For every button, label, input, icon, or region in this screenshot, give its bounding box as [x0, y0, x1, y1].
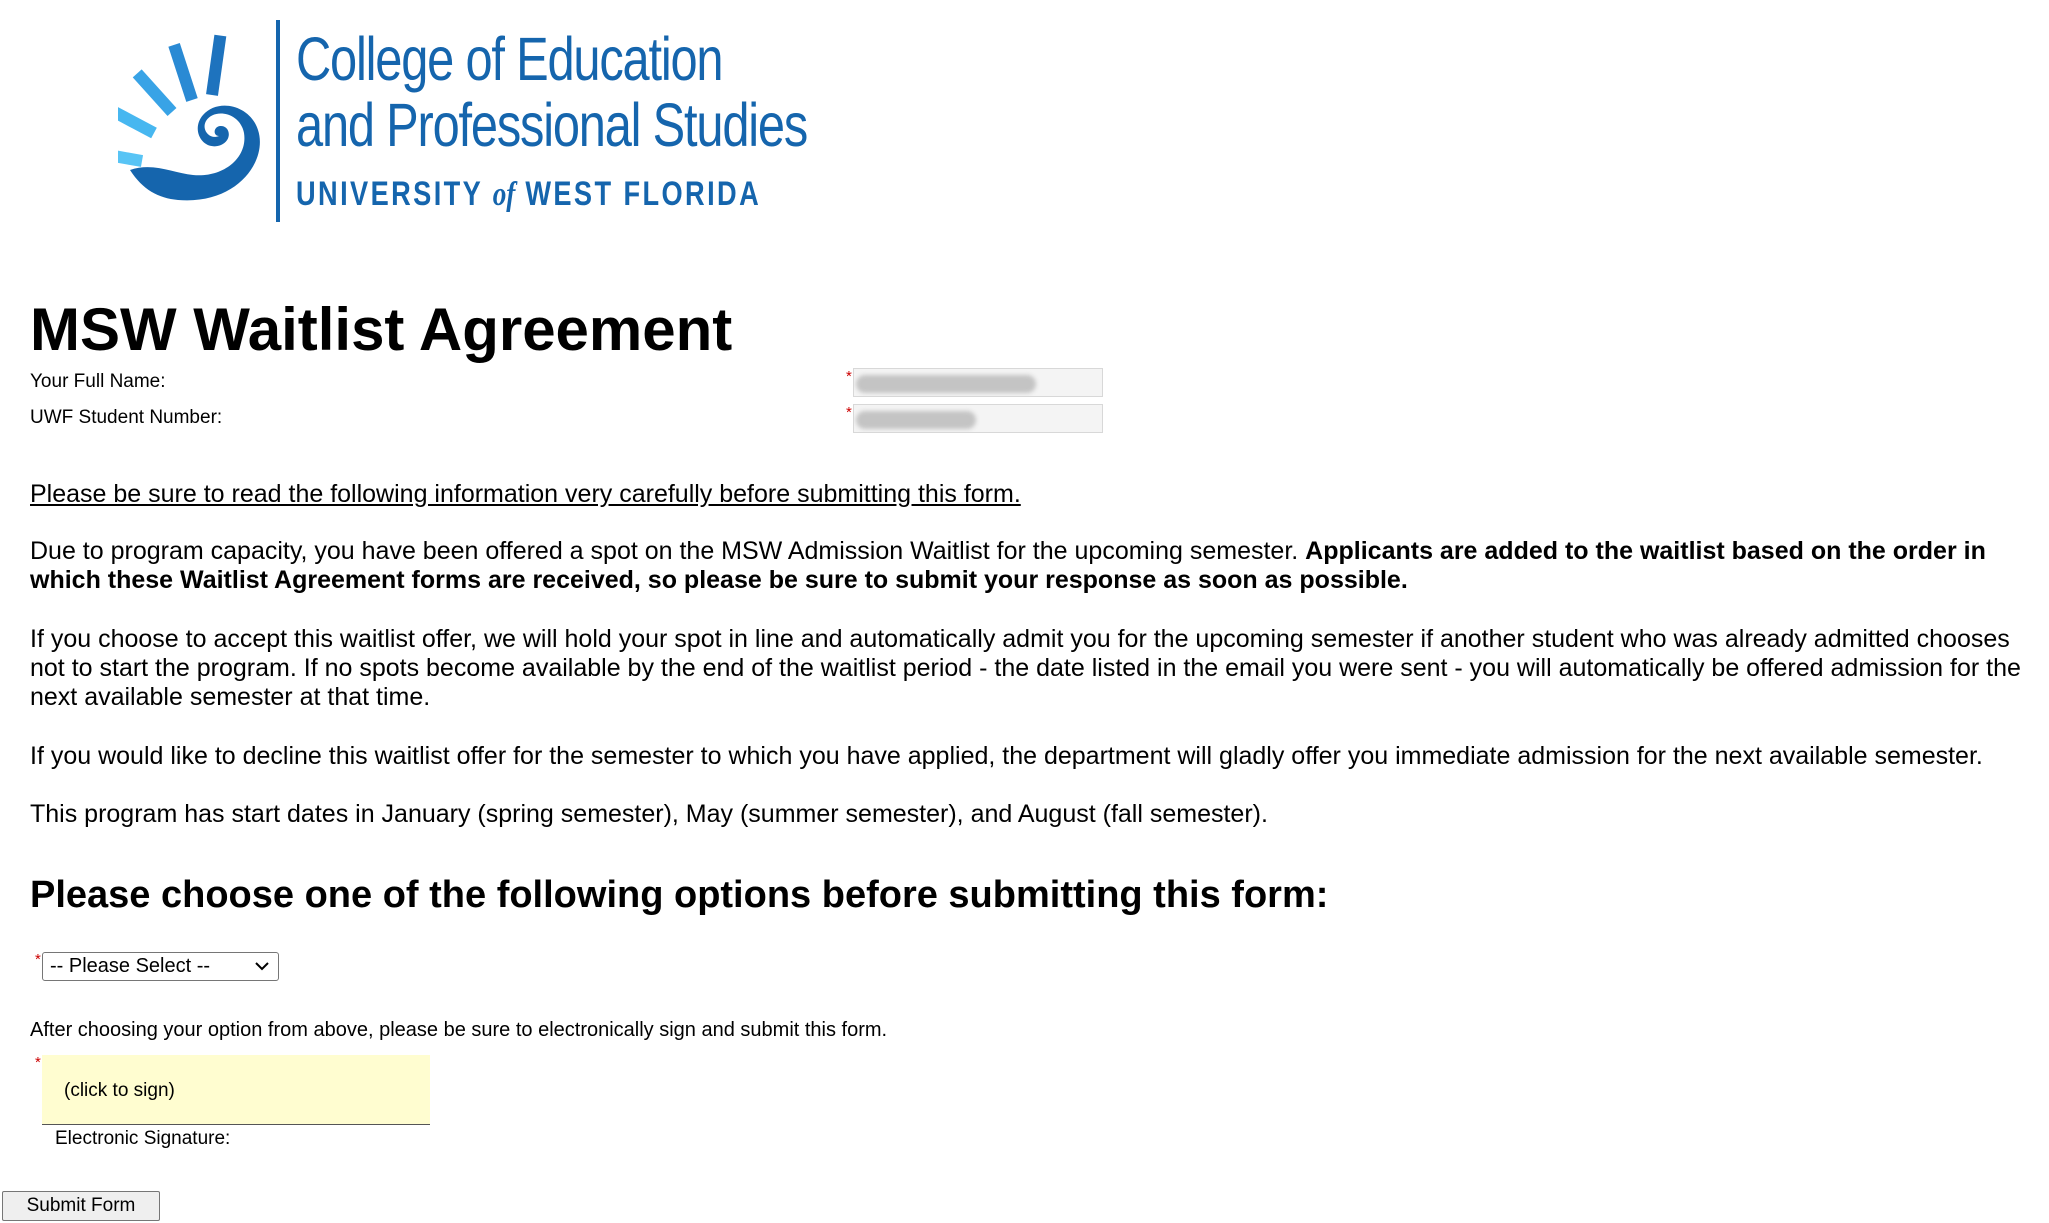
accept-paragraph: If you choose to accept this waitlist offer, we will hold your spot in line and automatically admit you for the upcoming semester if another student who was already admitted chooses not to start the program. If no spots become available by the end of the waitlist period - the date listed in the email you were sent - you will automatically be offered admission for the next available semester at that time.: [30, 625, 2021, 711]
capacity-bold-text: Applicants are added to the waitlist based on the order in which these Waitlist Agreement forms are received, so please be sure to submit your response as soon as possible.: [30, 537, 1986, 594]
logo-line2: and Professional Studies: [296, 91, 808, 159]
signature-box[interactable]: [42, 1055, 430, 1125]
capacity-text: Due to program capacity, you have been offered a spot on the MSW Admission Waitlist for the upcoming semester.: [30, 537, 1306, 565]
logo-divider: [276, 20, 280, 222]
full-name-input[interactable]: [853, 368, 1103, 397]
decline-paragraph: If you would like to decline this waitlist offer for the semester to which you have applied, the department will gladly offer you immediate admission for the next available semester.: [30, 742, 1983, 770]
submit-form-button[interactable]: Submit Form: [2, 1191, 160, 1221]
option-select-value: -- Please Select --: [50, 955, 211, 977]
page-title: MSW Waitlist Agreement: [30, 296, 733, 363]
nautilus-logo-icon: [118, 30, 268, 220]
college-logo: [118, 20, 808, 225]
logo-line3: [296, 175, 761, 214]
student-number-label: UWF Student Number:: [30, 407, 223, 428]
read-carefully-notice: Please be sure to read the following information very carefully before submitting this form.: [30, 480, 1021, 508]
capacity-paragraph: [30, 537, 2040, 595]
student-number-input[interactable]: [853, 404, 1103, 433]
logo-line3-of: of: [492, 176, 516, 213]
signature-label: Electronic Signature:: [55, 1128, 231, 1149]
logo-line3-b: WEST FLORIDA: [515, 175, 762, 213]
after-choosing-text: After choosing your option from above, please be sure to electronically sign and submit this form.: [30, 1019, 888, 1041]
choose-heading: Please choose one of the following options before submitting this form:: [30, 874, 1329, 916]
student-number-required-mark: *: [846, 404, 852, 421]
redacted-value: [856, 375, 1036, 393]
logo-line3-a: UNIVERSITY: [296, 175, 493, 213]
signature-hint: (click to sign): [64, 1080, 175, 1101]
signature-required-mark: *: [35, 1054, 41, 1071]
option-select[interactable]: [42, 952, 279, 981]
full-name-required-mark: *: [846, 368, 852, 385]
redacted-value: [856, 411, 976, 429]
full-name-label: Your Full Name:: [30, 371, 166, 392]
logo-line1: College of Education: [296, 25, 723, 93]
chevron-down-icon: [254, 953, 270, 980]
select-required-mark: *: [35, 951, 41, 968]
start-dates-paragraph: This program has start dates in January (spring semester), May (summer semester), and August (fall semester).: [30, 800, 1268, 828]
